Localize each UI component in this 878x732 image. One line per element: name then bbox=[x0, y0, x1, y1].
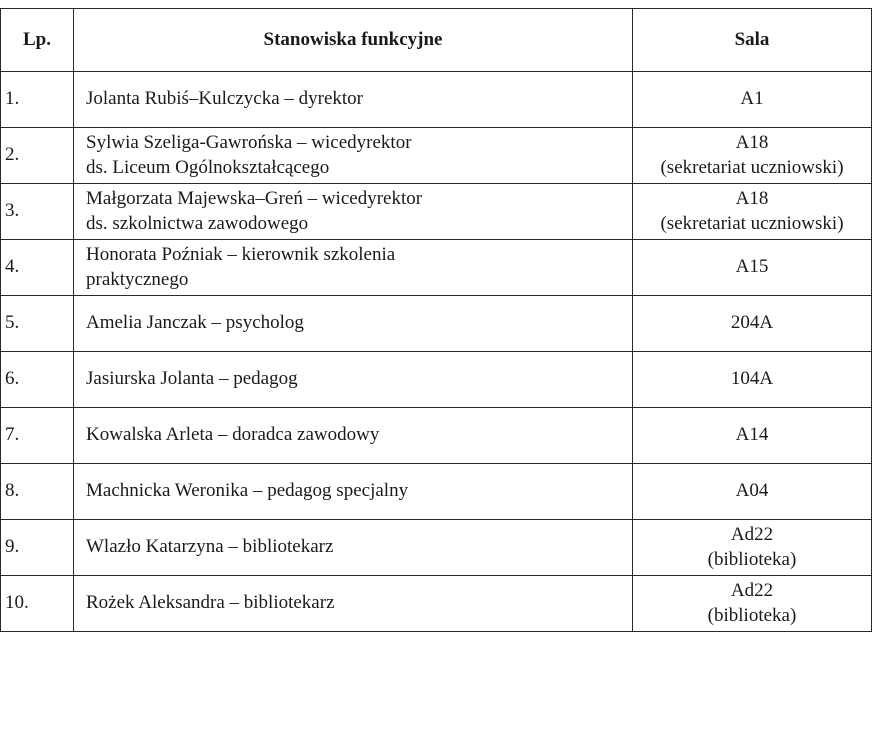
room-line-1: A1 bbox=[740, 88, 764, 110]
row-number: 3. bbox=[1, 184, 74, 240]
room-line-1: A18 bbox=[735, 187, 769, 209]
room-line-1: A04 bbox=[735, 480, 769, 502]
position-line-1: Honorata Poźniak – kierownik szkolenia bbox=[86, 243, 396, 265]
staff-table bbox=[0, 8, 872, 632]
position-line-2: ds. szkolnictwa zawodowego bbox=[86, 212, 309, 234]
position-line-2: ds. Liceum Ogólnokształcącego bbox=[86, 156, 330, 178]
room-cell bbox=[633, 520, 872, 576]
row-number: 4. bbox=[1, 240, 74, 296]
room-line-1: Ad22 bbox=[730, 579, 774, 601]
position-cell bbox=[74, 464, 633, 520]
position-line-1: Kowalska Arleta – doradca zawodowy bbox=[86, 424, 380, 446]
table-row bbox=[1, 352, 872, 408]
position-cell bbox=[74, 240, 633, 296]
room-line-2: (sekretariat uczniowski) bbox=[660, 212, 844, 234]
table-row bbox=[1, 240, 872, 296]
table-row bbox=[1, 576, 872, 632]
row-number: 8. bbox=[1, 464, 74, 520]
room-line-1: A14 bbox=[735, 424, 769, 446]
room-cell bbox=[633, 128, 872, 184]
row-number: 5. bbox=[1, 296, 74, 352]
position-cell bbox=[74, 72, 633, 128]
position-line-2: praktycznego bbox=[86, 268, 189, 290]
table-row bbox=[1, 464, 872, 520]
position-cell bbox=[74, 128, 633, 184]
room-line-2: (sekretariat uczniowski) bbox=[660, 156, 844, 178]
room-line-1: 104A bbox=[730, 368, 774, 390]
table-row bbox=[1, 128, 872, 184]
position-cell bbox=[74, 520, 633, 576]
room-cell bbox=[633, 184, 872, 240]
header-room: Sala bbox=[633, 9, 872, 72]
position-line-1: Wlazło Katarzyna – bibliotekarz bbox=[86, 536, 334, 558]
row-number: 7. bbox=[1, 408, 74, 464]
position-line-1: Rożek Aleksandra – bibliotekarz bbox=[86, 592, 335, 614]
row-number: 6. bbox=[1, 352, 74, 408]
room-cell bbox=[633, 576, 872, 632]
position-line-1: Machnicka Weronika – pedagog specjalny bbox=[86, 480, 409, 502]
position-line-1: Amelia Janczak – psycholog bbox=[86, 312, 304, 334]
row-number: 2. bbox=[1, 128, 74, 184]
room-line-1: A15 bbox=[735, 256, 769, 278]
row-number: 9. bbox=[1, 520, 74, 576]
table-header-row bbox=[1, 9, 872, 72]
position-cell bbox=[74, 184, 633, 240]
room-cell bbox=[633, 408, 872, 464]
table-row bbox=[1, 184, 872, 240]
position-line-1: Jolanta Rubiś–Kulczycka – dyrektor bbox=[86, 88, 364, 110]
header-lp: Lp. bbox=[1, 9, 74, 72]
row-number: 1. bbox=[1, 72, 74, 128]
table-row bbox=[1, 408, 872, 464]
room-cell bbox=[633, 296, 872, 352]
room-cell bbox=[633, 72, 872, 128]
position-cell bbox=[74, 352, 633, 408]
table-row bbox=[1, 296, 872, 352]
position-line-1: Sylwia Szeliga-Gawrońska – wicedyrektor bbox=[86, 131, 412, 153]
room-line-1: 204A bbox=[730, 312, 774, 334]
position-cell bbox=[74, 296, 633, 352]
room-line-1: A18 bbox=[735, 131, 769, 153]
room-cell bbox=[633, 240, 872, 296]
row-number: 10. bbox=[1, 576, 74, 632]
room-cell bbox=[633, 464, 872, 520]
table-row bbox=[1, 520, 872, 576]
position-cell bbox=[74, 576, 633, 632]
position-line-1: Małgorzata Majewska–Greń – wicedyrektor bbox=[86, 187, 423, 209]
position-cell bbox=[74, 408, 633, 464]
room-line-1: Ad22 bbox=[730, 523, 774, 545]
header-position: Stanowiska funkcyjne bbox=[74, 9, 633, 72]
table-row bbox=[1, 72, 872, 128]
room-cell bbox=[633, 352, 872, 408]
position-line-1: Jasiurska Jolanta – pedagog bbox=[86, 368, 298, 390]
room-line-2: (biblioteka) bbox=[707, 604, 797, 626]
room-line-2: (biblioteka) bbox=[707, 548, 797, 570]
